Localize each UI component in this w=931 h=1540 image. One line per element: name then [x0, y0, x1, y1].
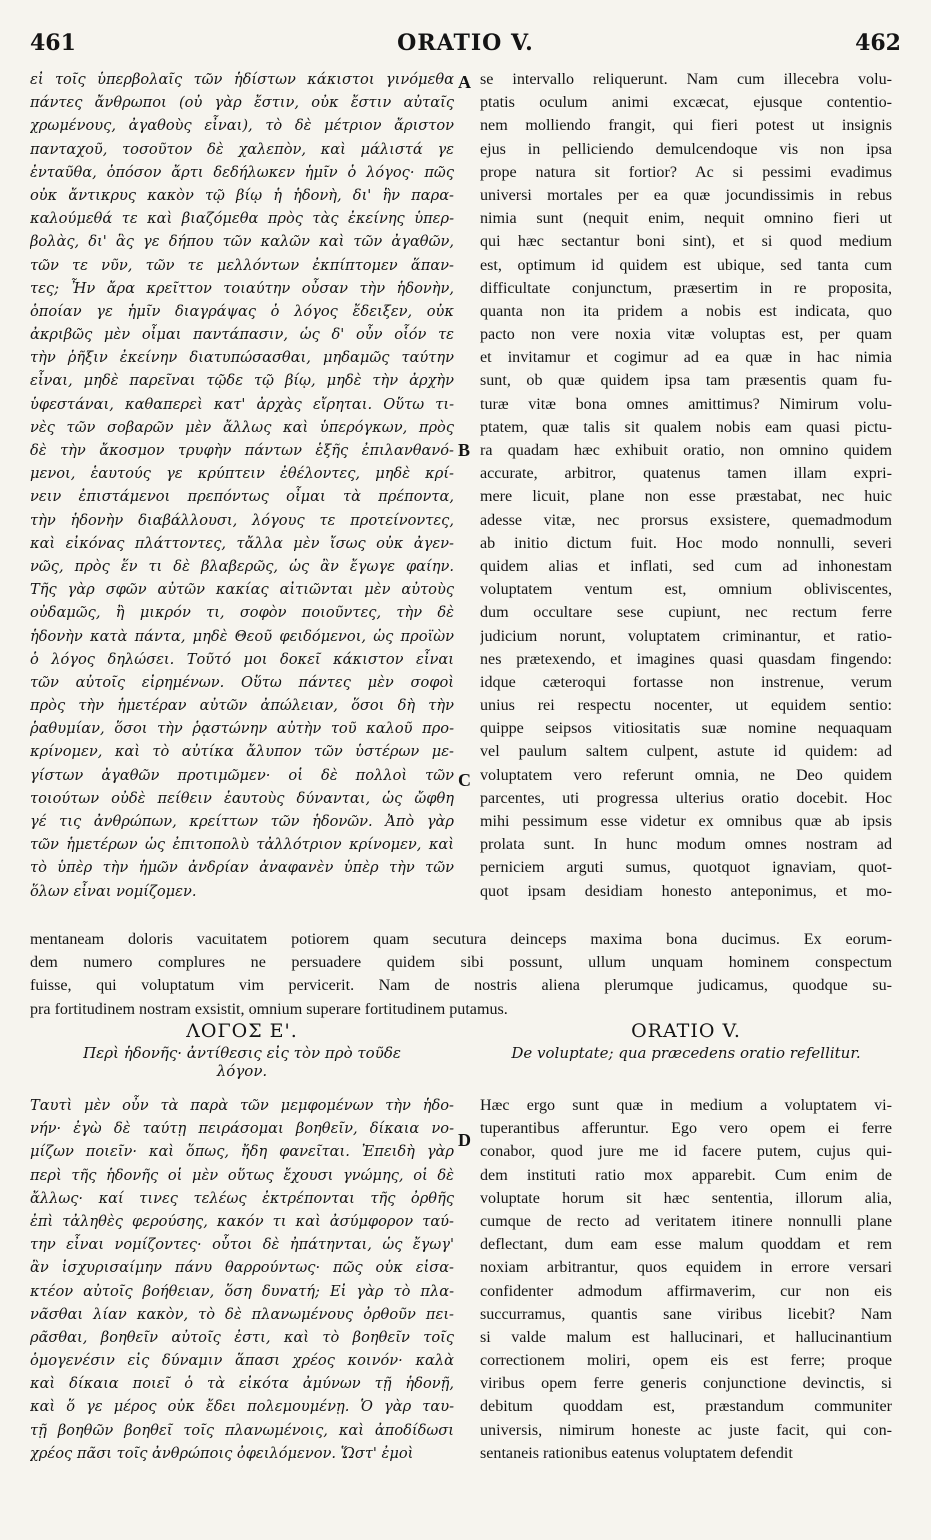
text-line: γέ τις ἀνθρώπων, κρείττων τῶν ἡδονῶν. Ἀπὸ γὰρ	[30, 813, 454, 830]
text-line: nimia sunt (nequit enim, nequit omnino fieri ut	[480, 210, 892, 228]
text-line: difficultate conjunctum, præsertim in re proposita,	[480, 279, 892, 297]
text-line: qui hæc sectantur boni sint), et si quod medium	[480, 233, 892, 251]
text-line: voluptatem ventum est, omnium obliviscentes,	[480, 581, 892, 599]
text-line: adesse vitæ, nec prorsus exsistere, quemadmodum	[480, 511, 892, 529]
text-line: debitum quoddam est, præstandum communiter	[480, 1398, 892, 1416]
text-line: universis, nimirum honeste ac juste facit, qui con-	[480, 1421, 892, 1439]
text-line: judicium norunt, voluptatem criminantur, et ratio-	[480, 627, 892, 645]
text-line: confidenter admodum affirmaverim, cur non eis	[480, 1282, 892, 1300]
text-line: εἶναι, μηδὲ παρεῖναι τῷδε τῷ βίῳ, μηδὲ τὴν ἀρχὴν	[30, 372, 454, 390]
greek-section-subtitle-2: λόγον.	[216, 1062, 268, 1080]
text-line: κρίνομεν, καὶ τὸ αὐτίκα ἄλυπον τῶν ὑστέρων με-	[30, 743, 454, 761]
text-line: noxiam arbitrantur, quos equidem in errore versari	[480, 1259, 892, 1277]
text-line: dem instituti ratio mox apparebit. Cum enim de	[480, 1166, 892, 1184]
latin-column-top	[480, 68, 892, 903]
greek-column-bottom	[30, 1094, 454, 1465]
margin-marker-a: A	[458, 72, 471, 92]
text-line: nes prætexendo, et imagines quasi quasdam fingendo:	[480, 650, 892, 668]
text-line: nem molliendo frangit, qui fieri potest ut insignis	[480, 117, 892, 135]
latin-section-heading	[480, 1018, 892, 1062]
text-line: cumque de recto ad veritatem itinere nonnulli plane	[480, 1212, 892, 1230]
text-line: κτέον αὐτοῖς βοήθειαν, ὅση δυνατή; Εἰ γὰρ τὸ πλα-	[30, 1282, 454, 1300]
right-page-number: 462	[855, 30, 901, 56]
text-line: pra fortitudinem nostram exsistit, omnium superare fortitudinem putamus.	[30, 1000, 508, 1018]
text-line: μίζων ποιεῖν· καὶ ὅπως, ἤδη φανεῖται. Ἐπειδὴ γὰρ	[30, 1143, 454, 1161]
text-line: succurramus, quantis sane viribus licebit? Nam	[480, 1305, 892, 1323]
margin-marker-b: B	[458, 440, 471, 460]
greek-section-heading	[30, 1018, 454, 1080]
text-line: pacto non vere noxia vitæ voluptas est, per quam	[480, 326, 892, 344]
text-line: sentaneis rationibus eatenus voluptatem defendit	[480, 1444, 793, 1462]
text-line: se intervallo reliquerunt. Nam cum illecebra volu-	[480, 71, 892, 88]
text-line: τες; Ἦν ἄρα κρεῖττον τοιαύτην οὖσαν τὴν ἡδονὴν,	[30, 279, 454, 297]
text-line: τῶν τε νῦν, τῶν τε μελλόντων ἐκπίπτομεν ἅπαν-	[30, 256, 454, 274]
text-line: πρὸς τὴν ἡμετέραν αὐτῶν ἀπώλειαν, ὅσοι δὴ τὴν	[30, 697, 454, 715]
text-line: correctionem moliri, opem eis est ferre; proque	[480, 1352, 892, 1370]
text-line: Τῆς γὰρ σφῶν αὐτῶν κακίας αἰτιῶνται μὲν αὐτοὺς	[30, 581, 454, 599]
text-line: βολὰς, δι' ἃς γε δήπου τῶν καλῶν καὶ τῶν ἀγαθῶν,	[30, 233, 454, 251]
text-line: πανταχοῦ, τοσοῦτον δὲ χαλεπὸν, καὶ μάλιστά γε	[30, 140, 454, 158]
text-line: χρωμένους, ἀγαθοὺς εἶναι), τὸ δὲ μέτριον ἄριστον	[30, 117, 454, 135]
text-line: parcentes, uti progressa ulterius oratio docebit. Hoc	[480, 789, 892, 807]
text-line: νειν ἐπιστάμενοι πρεπόντως οἶμαι τὰ πρέποντα,	[30, 488, 454, 506]
text-line: γίστων ἀγαθῶν προτιμῶμεν· οἱ δὲ πολλοὶ τῶν	[30, 766, 454, 784]
text-line: quot ipsam desidiam honesto anteponimus, et mo-	[480, 882, 892, 900]
text-line: τὴν ἡδονὴν διαβάλλουσι, λόγους τε προτείνοντες,	[30, 511, 454, 529]
text-line: ἐπὶ τἀληθὲς φερούσης, κακόν τι καὶ ἀσύμφορον ταύ-	[30, 1212, 454, 1230]
greek-section-subtitle-1: Περὶ ἡδονῆς· ἀντίθεσις εἰς τὸν πρὸ τοῦδε	[83, 1044, 401, 1062]
text-line: ἡδονὴν κατὰ πάντα, μηδὲ Θεοῦ φειδόμενοι, ὡς προϊὼν	[30, 627, 454, 645]
text-line: dem numero complures ne persuadere quidem sibi possunt, ullum unquam hominem conspectum	[30, 954, 892, 972]
text-line: quanta non ita pridem a nobis est indicata, quo	[480, 302, 892, 320]
text-line: mere licuit, plane non esse præstabat, nec huic	[480, 488, 892, 506]
text-line: ὑφεστάναι, καθαπερεὶ κατ' ἀρχὰς εἴρηται. Οὕτω τι-	[30, 395, 454, 413]
text-line: τῶν ἡμετέρων ὡς ἐπιτοπολὺ τἀλλότριον κρίνομεν, καὶ	[30, 836, 454, 854]
text-line: νήν· ἐγὼ δὲ ταύτῃ πειράσομαι βοηθεῖν, δίκαια νο-	[30, 1120, 454, 1138]
text-line: tuperantibus afferuntur. Ego vero opem ei ferre	[480, 1120, 892, 1138]
text-line: dum occultare sese cupiunt, nec rectum ferre	[480, 604, 892, 622]
text-line: voluptatem vero referunt omnia, ne Deo quidem	[480, 766, 892, 784]
text-line: voluptate horum sit hæc sententia, illorum alia,	[480, 1189, 892, 1207]
text-line: τὴν ῥῆξιν ἐκείνην διατυπώσασθαι, μηδαμῶς ταύτην	[30, 349, 454, 367]
text-line: μενοι, ἑαυτούς γε κρύπτειν ἐθέλοντες, μηδὲ κρί-	[30, 465, 454, 483]
text-line: deflectant, dum eam esse malum quoddam et rem	[480, 1236, 892, 1254]
text-line: Hæc ergo sunt quæ in medium a voluptatem vi-	[480, 1097, 892, 1114]
greek-section-title: ΛΟΓΟΣ Ε'.	[186, 1020, 298, 1042]
margin-marker-d: D	[458, 1130, 471, 1150]
text-line: νῶς, πρὸς ἕν τι δὲ βλαβερῶς, ὡς ἂν ἔγωγε φαίην.	[30, 557, 454, 575]
text-line: ἀκριβῶς μὲν οἶμαι παντάπασιν, ὡς δ' οὖν οἷόν τε	[30, 326, 454, 344]
text-line: turæ vitæ bona omnes amittimus? Nimirum volu-	[480, 395, 892, 413]
latin-section-subtitle: De voluptate; qua præcedens oratio refellitur.	[511, 1044, 861, 1062]
text-line: universi mortales per ea quæ jocundissimis in rebus	[480, 186, 892, 204]
running-title: ORATIO V.	[397, 30, 534, 56]
text-line: prope natura sit fortior? Ac si pessimi evadimus	[480, 163, 892, 181]
text-line: νὲς τῶν σοβαρῶν μὲν ἄλλως καὶ ὑπερόγκων, πρὸς	[30, 418, 454, 436]
text-line: τὸ ὑπὲρ τὴν ἡμῶν ἀνδρίαν ἀναφανὲν ὑπὲρ τὴν τῶν	[30, 859, 454, 877]
text-line: est, optimum id quidem est ubique, sed tanta cum	[480, 256, 892, 274]
text-line: ra quadam hæc exhibuit oratio, non omnino quidem	[480, 442, 892, 459]
text-line: πάντες ἄνθρωποι (οὐ γὰρ ἔστιν, οὐκ ἔστιν αὐταῖς	[30, 94, 454, 112]
text-line: ὁποίαν γε ἡμῖν διαγράψας ὁ λόγος ἔδειξεν, οὐκ	[30, 302, 454, 320]
text-line: unius rei respectu nocenter, ut equidem sentio:	[480, 697, 892, 715]
text-line: οὐκ ἄντικρυς κακὸν τῷ βίῳ ἡ ἡδονὴ, δι' ἣν παρα-	[30, 186, 454, 204]
text-line: τῇ βοηθῶν βοηθεῖ τοῖς πλανωμένοις, καὶ ἀποδίδωσι	[30, 1421, 454, 1439]
text-line: δὲ τὴν ἄκοσμον τρυφὴν πάντων ἑξῆς ἐπιλανθανό-	[30, 442, 454, 459]
text-line: Ταυτὶ μὲν οὖν τὰ παρὰ τῶν μεμφομένων τὴν ἡδο-	[30, 1097, 454, 1114]
text-line: ἂν ἰσχυρισαίμην πάνυ θαρρούντως· πῶς οὐκ εἰσα-	[30, 1259, 454, 1277]
text-line: prolata sunt. In hunc modum omnes nostram ad	[480, 836, 892, 854]
text-line: ρᾶσθαι, βοηθεῖν αὐτοῖς ἐστι, καὶ τὸ βοηθεῖν τοῖς	[30, 1328, 454, 1346]
text-line: perniciem arguti sumus, quotquot ignaviam, quot-	[480, 859, 892, 877]
text-line: ὅλων εἶναι νομίζομεν.	[30, 882, 197, 900]
latin-column-bottom	[480, 1094, 892, 1465]
greek-column-top	[30, 68, 454, 903]
text-line: ptatis oculum animi excæcat, ejusque contentio-	[480, 94, 892, 112]
text-line: καὶ εἰκόνας πλάττοντες, τἄλλα μὲν ἴσως οὐκ ἀγεν-	[30, 534, 454, 552]
text-line: fuisse, qui voluptatum vim pervicerit. Nam de nostris aliena plerumque judicamus, quodque su-	[30, 977, 892, 995]
text-line: καὶ δίκαια ποιεῖ ὁ τὰ εἰκότα ἀμύνων τῇ ἡδονῇ,	[30, 1375, 454, 1393]
margin-marker-c: C	[458, 770, 471, 790]
text-line: νᾶσθαι λίαν κακὸν, τὸ δὲ πλανωμένους ὀρθοῦν πει-	[30, 1305, 454, 1323]
text-line: τοιούτων οὐδὲ πείθειν ἑαυτοὺς δύνανται, ὡς ὤφθη	[30, 789, 454, 807]
text-line: conabor, quod jure me id facere putem, cujus qui-	[480, 1143, 892, 1161]
text-line: ὁμογενέσιν εἰς δύναμιν ἅπασι χρέος κοινόν· καλὰ	[30, 1352, 454, 1370]
text-line: quippe seipsos vitiositatis suæ nomine nequaquam	[480, 720, 892, 738]
text-line: τῶν αὐτοῖς εἰρημένων. Οὕτω πάντες μὲν σοφοὶ	[30, 673, 454, 691]
text-line: ῥαθυμίαν, ὅσοι τὴν ῥᾳστώνην αὐτὴν τοῦ καλοῦ προ-	[30, 720, 454, 738]
page-header	[30, 30, 901, 66]
left-page-number: 461	[30, 30, 76, 56]
text-line: quidem alias et inflati, sed cum ad inhonestam	[480, 557, 892, 575]
text-line: ἄλλως· καί τινες τελέως ἐκτρέπονται τῆς ὀρθῆς	[30, 1189, 454, 1207]
text-line: vel paulum saltem culpent, astute id quidem: ad	[480, 743, 892, 761]
text-line: ἐνταῦθα, ὁπόσον ἄρτι δεδήλωκεν ἡμῖν ὁ λόγος· πῶς	[30, 163, 454, 181]
text-line: mihi pessimum esse videtur ex omnibus quæ ab ipsis	[480, 813, 892, 830]
text-line: mentaneam doloris vacuitatem potiorem quam secutura deinceps maxima bona ducimus. Ex eorum-	[30, 931, 892, 948]
latin-full-width-paragraph	[30, 928, 892, 1021]
text-line: εἰ τοῖς ὑπερβολαῖς τῶν ἡδίστων κάκιστοι γινόμεθα	[30, 71, 454, 88]
text-line: οὐδαμῶς, ἢ μικρόν τι, σοφὸν ποιοῦντες, τὴν δὲ	[30, 604, 454, 622]
latin-section-title: ORATIO V.	[631, 1020, 741, 1042]
text-line: sunt, ob quæ quidem ipsa tam præsentis quam fu-	[480, 372, 892, 390]
text-line: ab initio dictum fuit. Hoc modo nonnulli, severi	[480, 534, 892, 552]
text-line: καλούμεθά τε καὶ βιαζόμεθα πρὸς τὰς ἐκείνης ὑπερ-	[30, 210, 454, 228]
text-line: περὶ τῆς ἡδονῆς οἱ μὲν οὕτως ἔχουσι γνώμης, οἱ δὲ	[30, 1166, 454, 1184]
text-line: καὶ ὅ γε μέρος οὐκ ἔδει πολεμουμένῃ. Ὁ γὰρ ταυ-	[30, 1398, 454, 1416]
text-line: ὁ λόγος δηλώσει. Τοῦτό μοι δοκεῖ κάκιστον εἶναι	[30, 650, 454, 668]
text-line: accurate, arbitror, quatenus tamen illam expri-	[480, 465, 892, 483]
text-line: si valde malum est hallucinari, et hallucinantium	[480, 1328, 892, 1346]
text-line: ejus in pelliciendo demulcendoque vis non ipsa	[480, 140, 892, 158]
text-line: χρέος πᾶσι τοῖς ἀνθρώποις ὀφειλόμενον. Ὥστ' ἐμοὶ	[30, 1444, 414, 1462]
text-line: viribus opem ferre generis conjunctione devinctis, si	[480, 1375, 892, 1393]
text-line: την εἶναι νομίζοντες· οὗτοι δὲ ἠπάτηνται, ὡς ἔγωγ'	[30, 1236, 454, 1254]
text-line: ptatem, quæ talis sit qualem nobis eam quasi pictu-	[480, 418, 892, 436]
text-line: idque cæteroqui fortasse non instrenue, verum	[480, 673, 892, 691]
text-line: et invitamur et cogimur ad ea quæ in hac nimia	[480, 349, 892, 367]
